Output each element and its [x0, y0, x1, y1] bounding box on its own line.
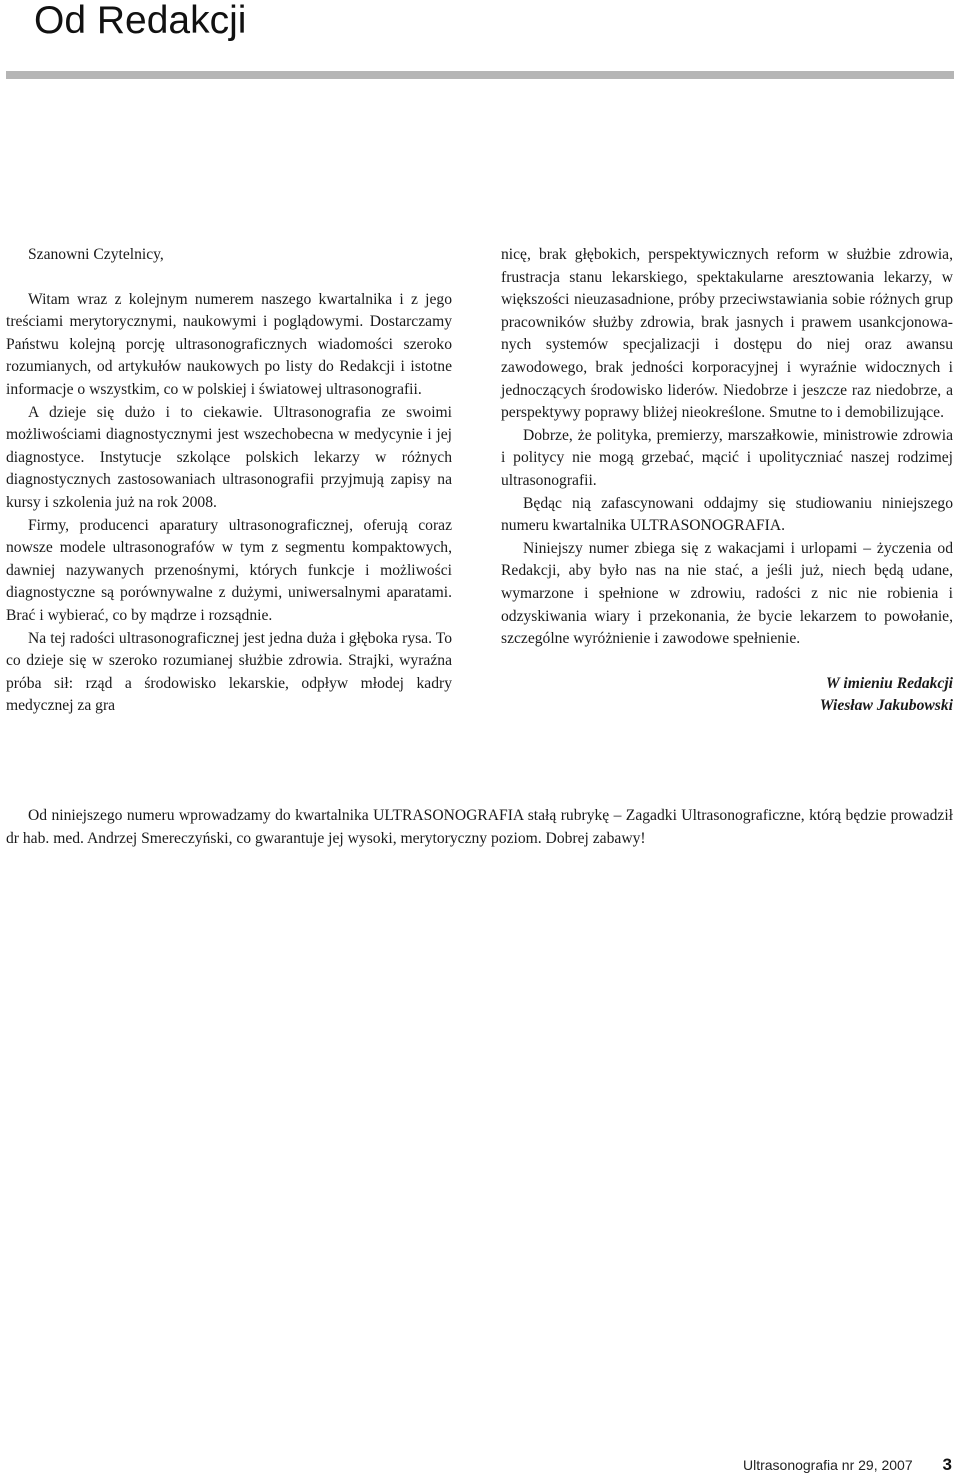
paragraph: A dzieje się dużo i to ciekawie. Ultrasonografia ze swoimi możliwościami diagnostycznymi jest wszechobecna w medycynie i jej diagnostyce. Instytucje szkolące polskich lekarzy w różnych diagnostycznych zastosowaniach ultrasonografii przyjmują zapisy na kursy i szkolenia już na rok 2008.: [6, 403, 452, 511]
paragraph: Witam wraz z kolejnym numerem naszego kwartalnika i z jego treściami merytorycznymi, naukowymi i poglądowymi. Dostarczamy Państwu kolejną porcję ultrasonograficznych wiadomości szeroko rozumianych, od artykułów naukowych po listy do Redakcji i istotne informacje o wszystkim, co w polskiej i światowej ultrasonografii.: [6, 290, 452, 398]
paragraph: Dobrze, że polityka, premierzy, marszałkowie, ministrowie zdrowia i politycy nie mogą grzebać, mącić i upolityczniać naszej rodzimej ultrasonografii.: [501, 426, 953, 489]
signature: [501, 673, 953, 718]
page-number: 3: [942, 1455, 952, 1474]
paragraph: Będąc nią zafascynowani oddajmy się studiowaniu niniejszego numeru kwartalnika ULTRASONOGRAFIA.: [501, 494, 953, 535]
paragraph: Niniejszy numer zbiega się z wakacjami i urlopami – życzenia od Redakcji, aby było nas na nie stać, a jeśli już, niech będą udane, wymarzone i spełnione w zdrowiu, radości z nic nie robienia i odzyskiwania wiary i przekonania, że bycie lekarzem to powołanie, szczególne wyróżnienie i zawodowe spełnienie.: [501, 539, 953, 648]
paragraph: Na tej radości ultrasonograficznej jest jedna duża i głęboka rysa. To co dzieje się w szeroko rozumianej służbie zdrowia. Strajki, wyraźna próba sił: rząd a środowisko lekarskie, odpływ młodej kadry medycznej za gra: [6, 629, 452, 715]
signature-line: W imieniu Redakcji: [825, 674, 953, 692]
page-footer: [743, 1456, 952, 1474]
signature-name: Wiesław Jakubowski: [819, 697, 953, 715]
paragraph: nicę, brak głębokich, perspektywicznych reform w służbie zdrowia, frustracja stanu lekarskiego, spektakularne aresztowania lekarzy, w większości nieuzasadnione, próby przeciwstawiania sobie różnych grup pracowników służby zdrowia, brak jasnych i prawem usankcjonowanych systemów specjalizacji i dostępu do niej oraz awansu zawodowego, brak jedności korporacyjnej i wyraźnie widocznych i jednoczących środowisko liderów. Niedobrze i jeszcze raz niedobrze, a perspektywy poprawy bliżej nieokreślone. Smutne to i demobilizujące.: [501, 246, 953, 422]
salutation: Szanowni Czytelnicy,: [28, 246, 164, 263]
paragraph: Firmy, producenci aparatury ultrasonograficznej, oferują coraz nowsze modele ultrasonografów w tym z segmentu kompaktowych, dawniej nazywanych przenośnymi, których funkcje i możliwości diagnostyczne są porównywalne z dużymi, uniwersalnymi aparatami. Brać i wybierać, co by mądrze i rozsądnie.: [6, 516, 452, 624]
journal-issue: Ultrasonografia nr 29, 2007: [742, 1457, 913, 1473]
left-column: [6, 244, 452, 718]
editorial-notice: Od niniejszego numeru wprowadzamy do kwartalnika ULTRASONOGRAFIA stałą rubrykę – Zagadki Ultrasonograficzne, którą będzie prowadził dr hab. med. Andrzej Smereczyński, co gwarantuje jej wysoki, merytoryczny poziom. Dobrej zabawy!: [6, 807, 953, 847]
title-rule: [6, 71, 954, 79]
page-title: Od Redakcji: [34, 0, 247, 42]
right-column: [501, 244, 953, 718]
